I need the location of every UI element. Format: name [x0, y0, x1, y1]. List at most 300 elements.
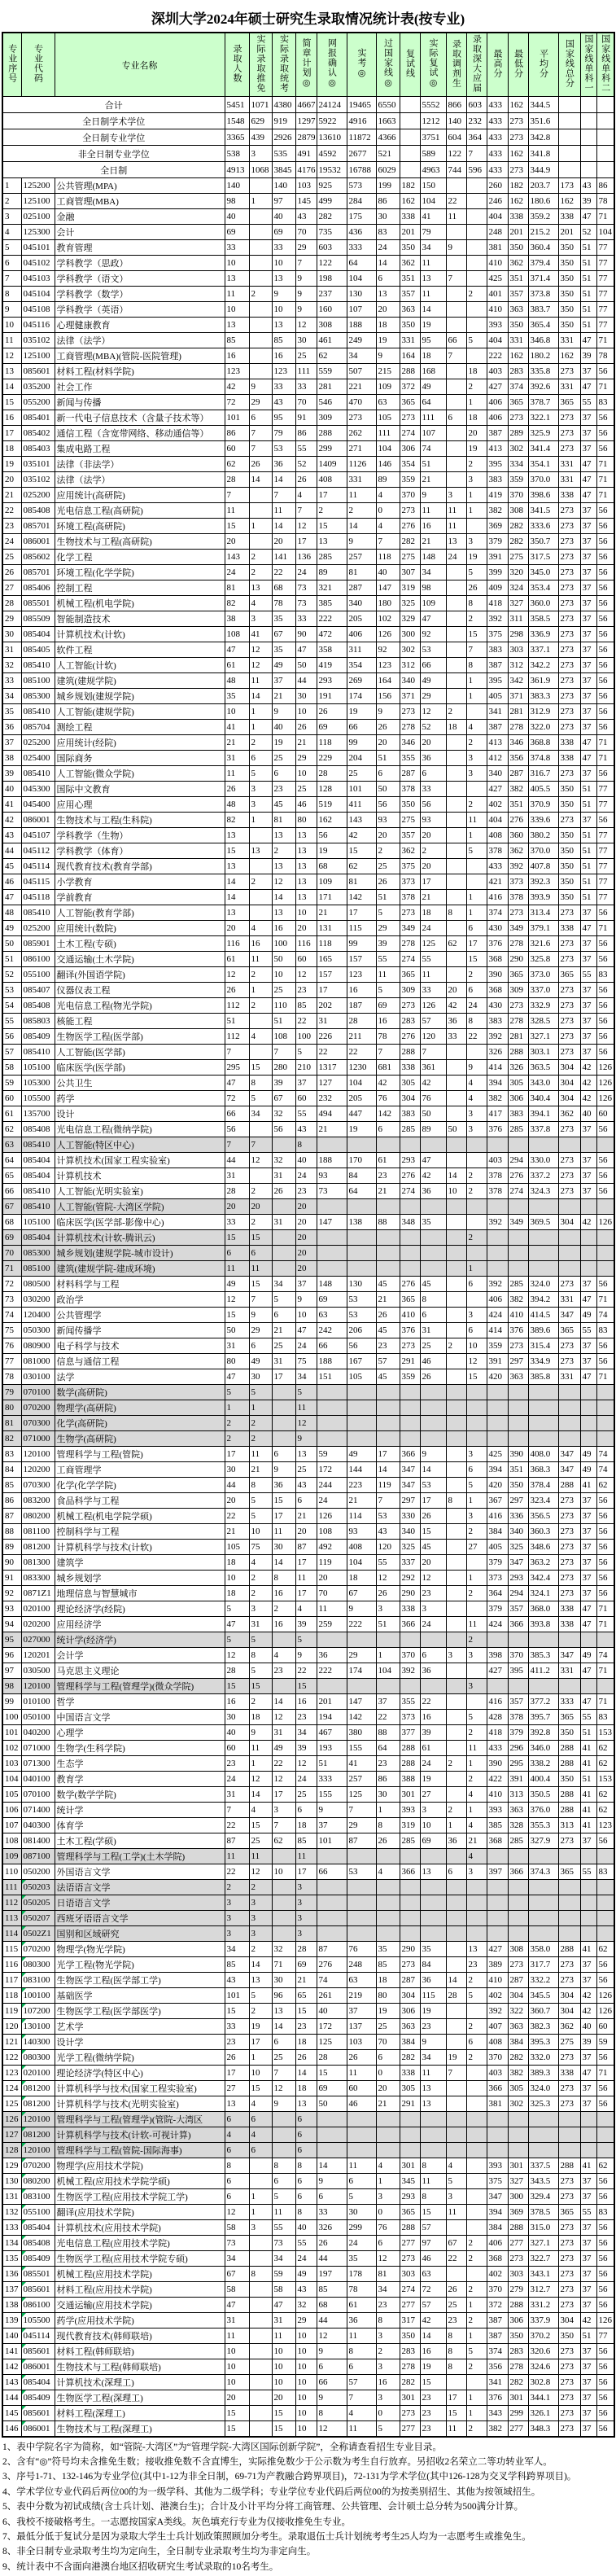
major-row [2, 1416, 614, 1431]
cell-value: 11 [272, 2328, 295, 2344]
major-row [2, 735, 614, 751]
cell-value: 10 [295, 2421, 317, 2437]
cell-value: 350 [558, 797, 580, 813]
cell-name: 通信工程（含宽带网络、移动通信等） [55, 426, 225, 441]
cell-value: 39 [295, 1741, 317, 1756]
cell-value: 15 [317, 2066, 347, 2081]
cell-value: 87 [347, 1833, 376, 1849]
cell-value: 219 [347, 1988, 376, 2004]
cell-value: 36 [420, 1973, 446, 1988]
cell-value: 3 [295, 1895, 317, 1911]
cell-value [347, 1246, 376, 1261]
cell-value: 83 [596, 2205, 614, 2220]
cell-value: 41 [580, 1942, 596, 1957]
cell-value: 384 [508, 2035, 528, 2050]
cell-value: 111 [295, 364, 317, 379]
cell-value: 37 [580, 550, 596, 565]
cell-value [249, 859, 272, 874]
cell-name: 光学工程(微纳学院) [55, 2050, 225, 2066]
cell-value [317, 2127, 347, 2143]
cell-value: 123 [596, 1818, 614, 1833]
cell-value [249, 828, 272, 843]
cell-value [487, 1199, 508, 1215]
cell-value: 63 [376, 395, 400, 410]
cell-code: 085410 [21, 1045, 55, 1060]
cell-value: 79 [272, 426, 295, 441]
summary-value: 2677 [347, 146, 376, 162]
cell-value: 10 [272, 1864, 295, 1880]
cell-value: 47 [420, 1153, 446, 1168]
cell-serial: 115 [2, 1942, 21, 1957]
cell-code: 085601 [21, 2282, 55, 2298]
cell-value: 23 [295, 2019, 317, 2035]
cell-value: 50 [225, 1323, 249, 1338]
cell-name: 学科教学（数学） [55, 287, 225, 302]
footnote-7: 7、最低分低于复试分是因为录取大学生士兵计划政策照顾加分考生。录取退伍士兵计划统考考生25人均为一志愿考生或推免生。 [2, 2531, 531, 2542]
cell-value: 71 [596, 457, 614, 472]
cell-name: 新闻传播学 [55, 1323, 225, 1338]
cell-value: 141 [272, 550, 295, 565]
cell-value: 358.5 [528, 611, 558, 627]
cell-value [400, 2127, 420, 2143]
cell-value: 20 [420, 735, 446, 751]
cell-serial: 39 [2, 766, 21, 782]
cell-value [400, 1926, 420, 1942]
summary-name: 全日制 [2, 162, 225, 178]
cell-value [376, 1416, 400, 1431]
cell-value: 342.2 [528, 658, 558, 673]
cell-value: 71 [596, 1292, 614, 1308]
cell-value: 17 [249, 2035, 272, 2050]
cell-value: 383 [508, 1106, 528, 1122]
cell-value: 274 [508, 1184, 528, 1199]
cell-value [249, 1122, 272, 1137]
cell-code: 120100 [21, 2112, 55, 2127]
cell-value: 374.3 [528, 1864, 558, 1880]
cell-value: 11 [446, 209, 466, 225]
cell-value: 1 [466, 1756, 487, 1772]
cell-value [249, 240, 272, 256]
cell-value: 64 [347, 1184, 376, 1199]
cell-value: 126 [596, 1988, 614, 2004]
cell-value: 26 [420, 1369, 446, 1385]
cell-value: 288 [558, 1942, 580, 1957]
cell-value: 10 [225, 2359, 249, 2375]
cell-value [347, 1199, 376, 1215]
cell-value: 12 [272, 1772, 295, 1787]
cell-value: 37 [580, 1555, 596, 1571]
cell-value: 74 [317, 1973, 347, 1988]
cell-value: 162 [317, 813, 347, 828]
cell-value: 6 [225, 2143, 249, 2158]
cell-value: 338 [558, 2066, 580, 2081]
summary-value: 24124 [317, 97, 347, 113]
cell-value: 1 [466, 395, 487, 410]
cell-value: 12 [295, 318, 317, 333]
cell-value [466, 704, 487, 720]
column-header-label: 国家线单科一 [583, 34, 593, 93]
cell-value: 366 [487, 2081, 508, 2096]
cell-value: 337.1 [528, 642, 558, 658]
cell-value: 51 [580, 782, 596, 797]
cell-value: 3 [466, 472, 487, 488]
cell-value [446, 1060, 466, 1076]
cell-value: 55 [295, 2236, 317, 2251]
cell-value: 20 [225, 1493, 249, 1509]
cell-value: 333 [558, 1694, 580, 1710]
cell-value: 404 [487, 209, 508, 225]
cell-value [580, 1849, 596, 1864]
cell-value: 26 [249, 457, 272, 472]
cell-value: 2 [466, 2282, 487, 2298]
cell-value [580, 1199, 596, 1215]
cell-value: 273 [558, 1973, 580, 1988]
cell-value: 3 [446, 2189, 466, 2205]
cell-serial: 140 [2, 2328, 21, 2344]
cell-value: 162 [400, 194, 420, 209]
cell-value: 58 [272, 2282, 295, 2298]
column-header-0 [2, 33, 21, 97]
cell-value: 9 [376, 704, 400, 720]
cell-value: 3 [225, 1911, 249, 1926]
cell-value: 12 [272, 1710, 295, 1725]
cell-value: 290 [400, 1942, 420, 1957]
cell-value: 3 [376, 2390, 400, 2406]
summary-value: 439 [249, 129, 272, 146]
cell-value: 419 [317, 658, 347, 673]
cell-value: 5 [249, 1091, 272, 1106]
cell-value [376, 2143, 400, 2158]
major-row [2, 1292, 614, 1308]
cell-value: 319 [400, 580, 420, 596]
cell-value: 273 [558, 1586, 580, 1601]
cell-value [376, 1261, 400, 1277]
major-row [2, 905, 614, 921]
cell-value: 278 [508, 936, 528, 952]
cell-value: 11 [249, 673, 272, 689]
cell-value [528, 1926, 558, 1942]
cell-value: 359.2 [528, 209, 558, 225]
cell-serial: 35 [2, 704, 21, 720]
cell-name: 数学(高研院) [55, 1385, 225, 1400]
cell-code: 070100 [21, 1787, 55, 1803]
cell-value [446, 874, 466, 890]
cell-value: 16 [295, 1694, 317, 1710]
cell-value: 6 [295, 1493, 317, 1509]
major-row [2, 2112, 614, 2127]
cell-value: 56 [596, 1184, 614, 1199]
cell-value: 2 [446, 1803, 466, 1818]
cell-value: 29 [249, 395, 272, 410]
major-row [2, 936, 614, 952]
cell-value: 42 [420, 1076, 446, 1091]
cell-value: 273 [558, 1509, 580, 1524]
cell-value: 276 [400, 519, 420, 534]
cell-name: 生物技术与工程(高研院) [55, 534, 225, 550]
cell-value: 2 [466, 2251, 487, 2267]
cell-value: 2 [466, 1168, 487, 1184]
cell-value: 88 [376, 1215, 400, 1230]
cell-serial: 27 [2, 580, 21, 596]
cell-value: 47 [580, 488, 596, 503]
cell-value [596, 1911, 614, 1926]
cell-value: 47 [580, 1694, 596, 1710]
cell-value: 37 [580, 952, 596, 967]
cell-name: 计算机技术(计软) [55, 627, 225, 642]
cell-value: 11 [295, 1571, 317, 1586]
cell-value: 222 [487, 348, 508, 364]
cell-value: 43 [376, 1524, 400, 1540]
cell-value: 29 [347, 1818, 376, 1833]
cell-value [466, 1694, 487, 1710]
cell-value [446, 828, 466, 843]
cell-value: 191 [317, 689, 347, 704]
cell-value: 273 [558, 936, 580, 952]
cell-value: 273 [558, 689, 580, 704]
column-header-label: 网报确认◎ [326, 38, 337, 89]
cell-value: 350 [508, 318, 528, 333]
cell-value: 21 [225, 1524, 249, 1540]
cell-value: 17 [272, 1369, 295, 1385]
cell-value [466, 2189, 487, 2205]
major-row [2, 828, 614, 843]
cell-value: 61 [225, 658, 249, 673]
cell-value: 285 [508, 1833, 528, 1849]
cell-value: 4 [249, 596, 272, 611]
cell-value: 46 [420, 1354, 446, 1369]
column-header-label: 最高分 [492, 49, 502, 78]
cell-value: 402 [487, 2267, 508, 2282]
cell-name: 计算机技术 [55, 1168, 225, 1184]
cell-value: 12 [249, 1772, 272, 1787]
cell-serial: 117 [2, 1973, 21, 1988]
cell-value: 5 [249, 1632, 272, 1648]
cell-value: 22 [446, 194, 466, 209]
cell-value: 71 [272, 1957, 295, 1973]
cell-value: 37 [580, 1153, 596, 1168]
cell-value: 8 [376, 1818, 400, 1833]
major-row [2, 967, 614, 983]
cell-value: 61 [420, 1741, 446, 1756]
cell-value: 56 [596, 1571, 614, 1586]
cell-serial: 95 [2, 1632, 21, 1648]
cell-value: 331 [558, 457, 580, 472]
cell-value: 340 [508, 1524, 528, 1540]
cell-value: 326 [508, 1060, 528, 1076]
cell-value: 374.8 [528, 751, 558, 766]
cell-serial: 67 [2, 1199, 21, 1215]
cell-value [317, 1137, 347, 1153]
cell-value: 3 [272, 1803, 295, 1818]
cell-value [466, 1045, 487, 1060]
cell-value: 419 [487, 488, 508, 503]
cell-value: 273 [558, 2359, 580, 2375]
cell-value: 381 [487, 240, 508, 256]
cell-name: 物理学(高研院) [55, 1400, 225, 1416]
cell-code: 070300 [21, 1416, 55, 1431]
cell-value: 392.8 [528, 1725, 558, 1741]
cell-value: 11 [249, 1741, 272, 1756]
cell-serial: 64 [2, 1153, 21, 1168]
cell-value: 304 [558, 2313, 580, 2328]
cell-value [446, 1895, 466, 1911]
cell-value: 18 [466, 410, 487, 426]
cell-value: 273 [558, 905, 580, 921]
major-row [2, 302, 614, 318]
cell-value: 31 [272, 1354, 295, 1369]
cell-value: 86 [376, 1772, 400, 1787]
cell-value [376, 2112, 400, 2127]
cell-value: 55 [376, 952, 400, 967]
cell-value: 410 [487, 1973, 508, 1988]
cell-value: 350 [400, 2328, 420, 2344]
cell-value: 6 [272, 2174, 295, 2189]
cell-value: 56 [596, 1973, 614, 1988]
cell-value: 37 [580, 1524, 596, 1540]
cell-value: 15 [249, 1060, 272, 1076]
cell-value [317, 1199, 347, 1215]
major-row [2, 1725, 614, 1741]
cell-value [508, 1632, 528, 1648]
cell-code: 125200 [21, 178, 55, 194]
cell-value: 278 [508, 1014, 528, 1029]
major-row [2, 2004, 614, 2019]
cell-value: 6 [225, 2189, 249, 2205]
cell-serial: 146 [2, 2421, 21, 2437]
major-row [2, 271, 614, 287]
cell-value: 25 [295, 782, 317, 797]
cell-serial: 49 [2, 921, 21, 936]
cell-value: 347 [558, 1308, 580, 1323]
cell-value: 110 [272, 998, 295, 1014]
cell-code: 045104 [21, 287, 55, 302]
cell-code: 083300 [21, 1571, 55, 1586]
cell-code: 040300 [21, 1818, 55, 1833]
cell-name: 生物医学工程(医学部医学) [55, 2004, 225, 2019]
cell-value: 305 [400, 2081, 420, 2096]
cell-value [317, 1230, 347, 1246]
cell-code: 045118 [21, 890, 55, 905]
cell-serial: 31 [2, 642, 21, 658]
cell-value: 2 [466, 1772, 487, 1787]
cell-value [249, 348, 272, 364]
cell-value: 273 [558, 1571, 580, 1586]
cell-value: 285 [400, 1833, 420, 1849]
cell-value: 39 [295, 1617, 317, 1632]
cell-name: 计算机科学与技术(国家工程实验室) [55, 2081, 225, 2096]
cell-name: 国际中文教育 [55, 782, 225, 797]
cell-value: 273 [558, 2375, 580, 2390]
cell-serial: 14 [2, 379, 21, 395]
cell-value: 229 [317, 751, 347, 766]
cell-value [446, 1586, 466, 1601]
cell-value: 350 [558, 302, 580, 318]
cell-value: 37 [580, 1045, 596, 1060]
summary-name: 全日制学术学位 [2, 113, 225, 129]
cell-value: 302 [508, 441, 528, 457]
cell-code: 086001 [21, 534, 55, 550]
summary-value: 744 [446, 162, 466, 178]
cell-value [487, 1895, 508, 1911]
cell-value: 37 [580, 1957, 596, 1973]
cell-value: 123 [347, 967, 376, 983]
cell-value: 288 [400, 1741, 420, 1756]
cell-value: 320.6 [528, 2344, 558, 2359]
cell-value: 350 [558, 256, 580, 271]
cell-value [446, 673, 466, 689]
cell-value: 37 [580, 565, 596, 580]
cell-name: 光电信息工程(高研院) [55, 503, 225, 519]
summary-value: 162 [508, 146, 528, 162]
cell-value: 7 [272, 2066, 295, 2081]
cell-serial: 48 [2, 905, 21, 921]
cell-value: 55 [272, 2220, 295, 2236]
cell-value: 20 [420, 859, 446, 874]
cell-value [446, 457, 466, 472]
cell-value: 69 [295, 1957, 317, 1973]
cell-value: 2 [249, 735, 272, 751]
cell-value: 2 [466, 1725, 487, 1741]
major-row [2, 1184, 614, 1199]
cell-value: 31 [272, 1215, 295, 1230]
cell-value [580, 2127, 596, 2143]
cell-value [317, 1679, 347, 1694]
cell-code: 085404 [21, 1230, 55, 1246]
cell-value: 276 [400, 1277, 420, 1292]
cell-value: 37 [580, 1833, 596, 1849]
cell-value: 59 [596, 2035, 614, 2050]
cell-value: 126 [596, 2004, 614, 2019]
cell-value [347, 1880, 376, 1895]
major-row [2, 890, 614, 905]
cell-value: 7 [420, 1045, 446, 1060]
cell-value: 6 [376, 1122, 400, 1137]
cell-serial: 44 [2, 843, 21, 859]
cell-value [317, 2143, 347, 2158]
cell-code: 070300 [21, 1478, 55, 1493]
cell-value: 23 [295, 1710, 317, 1725]
cell-value: 362 [400, 256, 420, 271]
cell-value: 66 [317, 1338, 347, 1354]
cell-value: 17 [295, 1586, 317, 1601]
cell-serial: 110 [2, 1864, 21, 1880]
column-header-12 [446, 33, 466, 97]
cell-value: 359 [400, 472, 420, 488]
cell-value [317, 1416, 347, 1431]
cell-value: 499 [317, 194, 347, 209]
cell-value: 19 [317, 843, 347, 859]
cell-value [466, 209, 487, 225]
cell-value: 387 [487, 2328, 508, 2344]
cell-value: 324.1 [528, 1586, 558, 1601]
cell-value: 365 [558, 1323, 580, 1338]
cell-code: 081400 [21, 1833, 55, 1849]
cell-value: 6 [317, 2359, 347, 2375]
cell-value: 5 [249, 1493, 272, 1509]
column-header-label: 复试线 [404, 49, 415, 78]
cell-value: 11 [225, 1261, 249, 1277]
cell-value: 2 [249, 287, 272, 302]
cell-serial: 17 [2, 426, 21, 441]
cell-name: 土木工程(学硕) [55, 1833, 225, 1849]
cell-value: 14 [317, 2158, 347, 2174]
cell-value: 70 [295, 225, 317, 240]
cell-value: 404 [487, 333, 508, 348]
cell-value: 274 [400, 2282, 420, 2298]
cell-value: 7 [272, 1818, 295, 1833]
cell-value: 331 [558, 1292, 580, 1308]
cell-value: 60 [295, 952, 317, 967]
